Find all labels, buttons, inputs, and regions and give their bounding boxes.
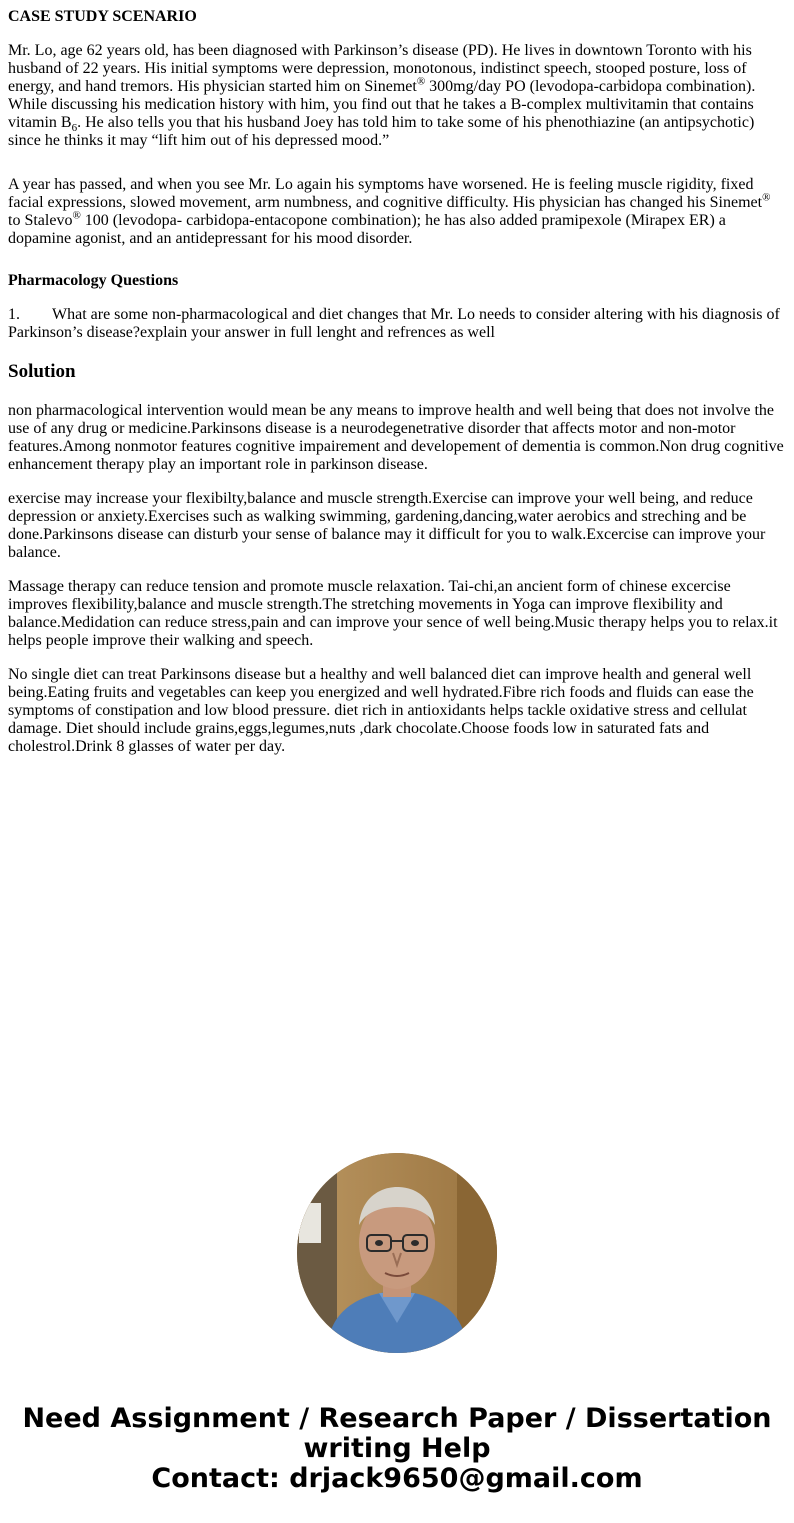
- person-photo-icon: [297, 1153, 497, 1353]
- solution-paragraph: exercise may increase your flexibilty,balance and muscle strength.Exercise can improve your well being, and reduce depression or anxiety.Exercises such as walking swimming, gardening,dancing,water aerobics and streching and be done.Parkinsons disease can disturb your sense of balance may it difficult for you to walk.Excercise can improve your balance.: [8, 490, 766, 561]
- author-avatar-photo: [297, 1153, 497, 1353]
- case-p1-text-c: . He also tells you that his husband Joey has told him to take some of his phenothiazine (an antipsychotic) since he thinks it may “lift him out of his depressed mood.”: [8, 114, 755, 149]
- registered-mark: ®: [762, 191, 771, 204]
- question-number: 1.: [8, 306, 20, 323]
- case-p2-text-a: A year has passed, and when you see Mr. Lo again his symptoms have worsened. He is feeling muscle rigidity, fixed facial expressions, slowed movement, arm numbness, and cognitive difficulty. His physician has changed his Sinemet: [8, 176, 763, 211]
- questions-heading: Pharmacology Questions: [8, 272, 179, 289]
- promo-line-2: writing Help: [303, 1433, 491, 1464]
- case-p1-text-b: 300mg/day PO (levodopa-carbidopa combination). While discussing his medication history with him, you find out that he takes a B-complex multivitamin that contains vitamin B: [8, 78, 756, 131]
- solution-paragraph: non pharmacological intervention would mean be any means to improve health and well being that does not involve the use of any drug or medicine.Parkinsons disease is a neurodegenetrative disorder that affects motor and non-motor features.Among nonmotor features cognitive impairement and developement of dementia is common.Non drug cognitive enhancement therapy play an important role in parkinson disease.: [8, 402, 784, 473]
- solution-paragraph: No single diet can treat Parkinsons disease but a healthy and well balanced diet can improve health and general well being.Eating fruits and vegetables can keep you energized and well hydrated.Fibre rich foods and fluids can ease the symptoms of constipation and low blood pressure. diet rich in antioxidants helps tackle oxidative stress and cellulat damage. Diet should include grains,eggs,legumes,nuts ,dark chocolate.Choose foods low in saturated fats and cholestrol.Drink 8 glasses of water per day.: [8, 666, 754, 755]
- question-text: What are some non-pharmacological and diet changes that Mr. Lo needs to consider altering with his diagnosis of Parkinson’s disease?explain your answer in full lenght and refrences as well: [8, 306, 780, 341]
- case-paragraph-1: [8, 42, 786, 150]
- solution-heading: Solution: [8, 361, 76, 382]
- vitamin-subscript: 6: [71, 122, 78, 135]
- promo-contact: Contact: drjack9650@gmail.com: [151, 1463, 643, 1494]
- case-p1-text-a: Mr. Lo, age 62 years old, has been diagnosed with Parkinson’s disease (PD). He lives in downtown Toronto with his husband of 22 years. His initial symptoms were depression, monotonous, indistinct speech, stooped posture, loss of energy, and hand tremors. His physician started him on Sinemet: [8, 42, 752, 95]
- registered-mark: ®: [416, 75, 426, 88]
- promo-line-1: Need Assignment / Research Paper / Dissertation: [22, 1403, 772, 1434]
- case-study-title: CASE STUDY SCENARIO: [8, 8, 197, 25]
- promo-banner: [0, 1404, 794, 1494]
- question-1: [8, 306, 786, 342]
- case-p2-text-b: to Stalevo: [8, 212, 73, 229]
- case-paragraph-2: [8, 176, 786, 248]
- registered-mark: ®: [72, 209, 81, 222]
- solution-paragraph: Massage therapy can reduce tension and promote muscle relaxation. Tai-chi,an ancient form of chinese excercise improves flexibility,balance and muscle strength.The stretching movements in Yoga can improve flexibility and balance.Medidation can reduce stress,pain and can improve your sence of well being.Music therapy helps you to relax.it helps people improve their walking and speech.: [8, 578, 778, 649]
- case-p2-text-c: 100 (levodopa- carbidopa-entacopone combination); he has also added pramipexole (Mirapex ER) a dopamine agonist, and an antidepressant for his mood disorder.: [8, 212, 726, 247]
